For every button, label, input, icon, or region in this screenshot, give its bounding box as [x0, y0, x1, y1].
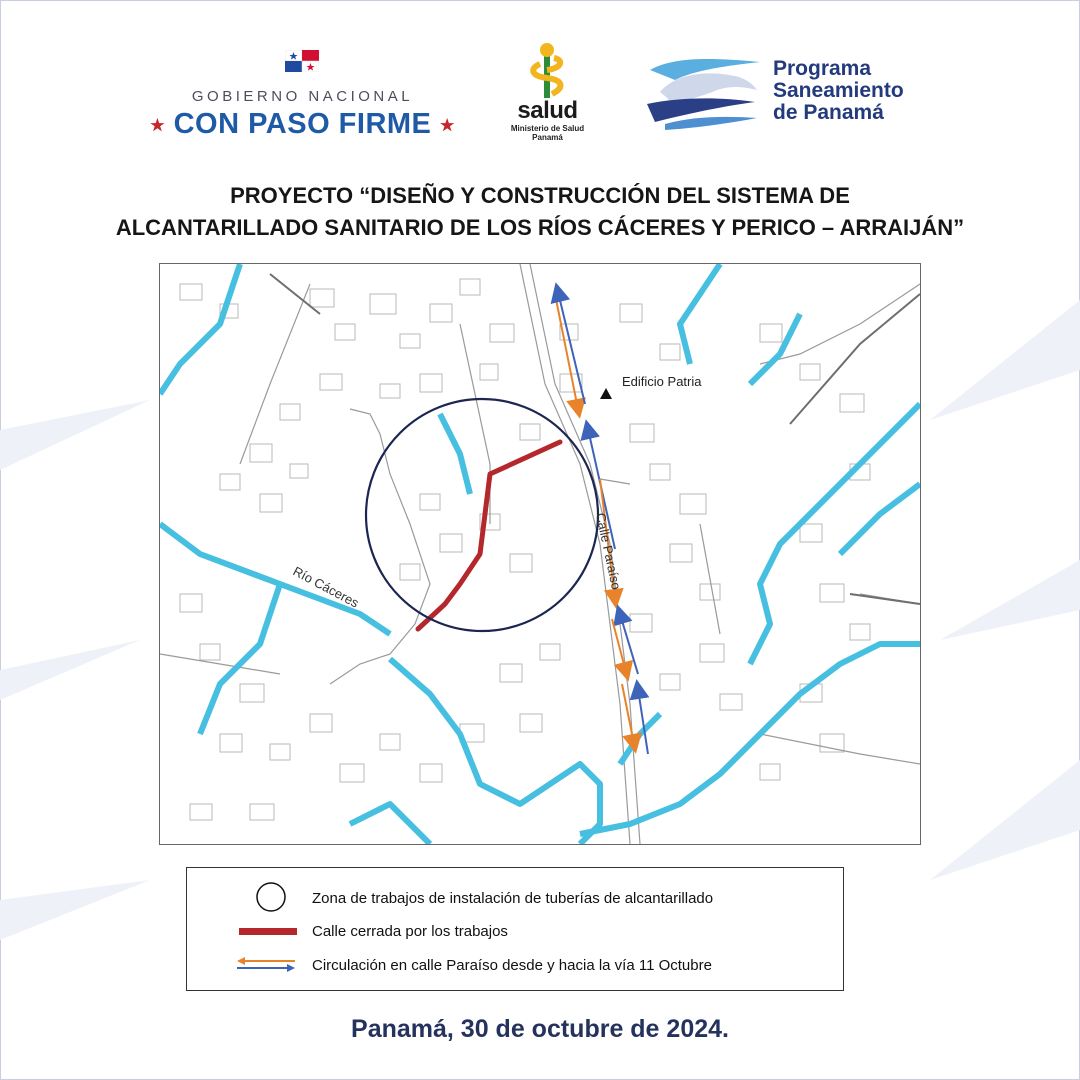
programa-text	[773, 58, 904, 124]
title-line1: PROYECTO “DISEÑO Y CONSTRUCCIÓN DEL SISTEMA DE	[230, 183, 850, 208]
legend-label-closed-street: Calle cerrada por los trabajos	[312, 923, 508, 940]
gobierno-nacional-logo	[150, 48, 455, 143]
legend-red-line-icon	[237, 922, 299, 942]
work-zone-circle	[366, 399, 598, 631]
building-footprints	[180, 279, 870, 820]
header-logos	[0, 40, 1080, 150]
dolphin-wave-icon	[645, 52, 765, 132]
programa-line2: Saneamiento	[773, 79, 904, 102]
footer-date: Panamá, 30 de octubre de 2024.	[351, 1015, 729, 1043]
label-rio-caceres: Río Cáceres	[290, 563, 362, 611]
legend-circle-icon	[251, 880, 291, 914]
serpent-icon	[500, 42, 595, 100]
project-title	[40, 180, 1040, 244]
label-edificio-patria: Edificio Patria	[622, 374, 702, 389]
site-map-canvas	[160, 264, 920, 844]
programa-saneamiento-logo	[645, 52, 955, 142]
legend-arrows-icon	[233, 953, 299, 977]
edificio-patria-marker-icon	[600, 388, 612, 399]
programa-line1: Programa	[773, 57, 872, 80]
legend-label-zone: Zona de trabajos de instalación de tuberías de alcantarillado	[312, 890, 714, 907]
legend-row-circulation	[187, 950, 843, 980]
legend-row-closed-street	[187, 918, 843, 948]
title-line2: ALCANTARILLADO SANITARIO DE LOS RÍOS CÁCERES Y PERICO – ARRAIJÁN”	[115, 215, 965, 240]
panama-flag-icon	[285, 50, 319, 72]
site-map	[159, 263, 921, 845]
street-network	[160, 264, 920, 844]
minsa-salud-logo	[500, 42, 595, 142]
gobierno-line1: GOBIERNO NACIONAL	[191, 88, 414, 105]
closed-street-line	[418, 442, 560, 629]
star-icon: ★	[150, 117, 166, 135]
gobierno-line2	[150, 108, 455, 141]
salud-country: Panamá	[532, 133, 563, 142]
programa-line3: de Panamá	[773, 101, 884, 124]
label-calle-paraiso: Calle Paraíso	[593, 511, 624, 591]
legend-row-zone	[187, 883, 843, 913]
gobierno-line2-text: CON PASO FIRME	[173, 108, 432, 140]
star-icon: ★	[439, 117, 455, 135]
highway-lines	[270, 274, 920, 604]
map-legend	[186, 867, 844, 991]
salud-subtitle: Ministerio de Salud	[510, 124, 585, 133]
salud-word: salud	[517, 97, 578, 124]
legend-label-circulation: Circulación en calle Paraíso desde y hacia la vía 11 Octubre	[312, 957, 712, 974]
